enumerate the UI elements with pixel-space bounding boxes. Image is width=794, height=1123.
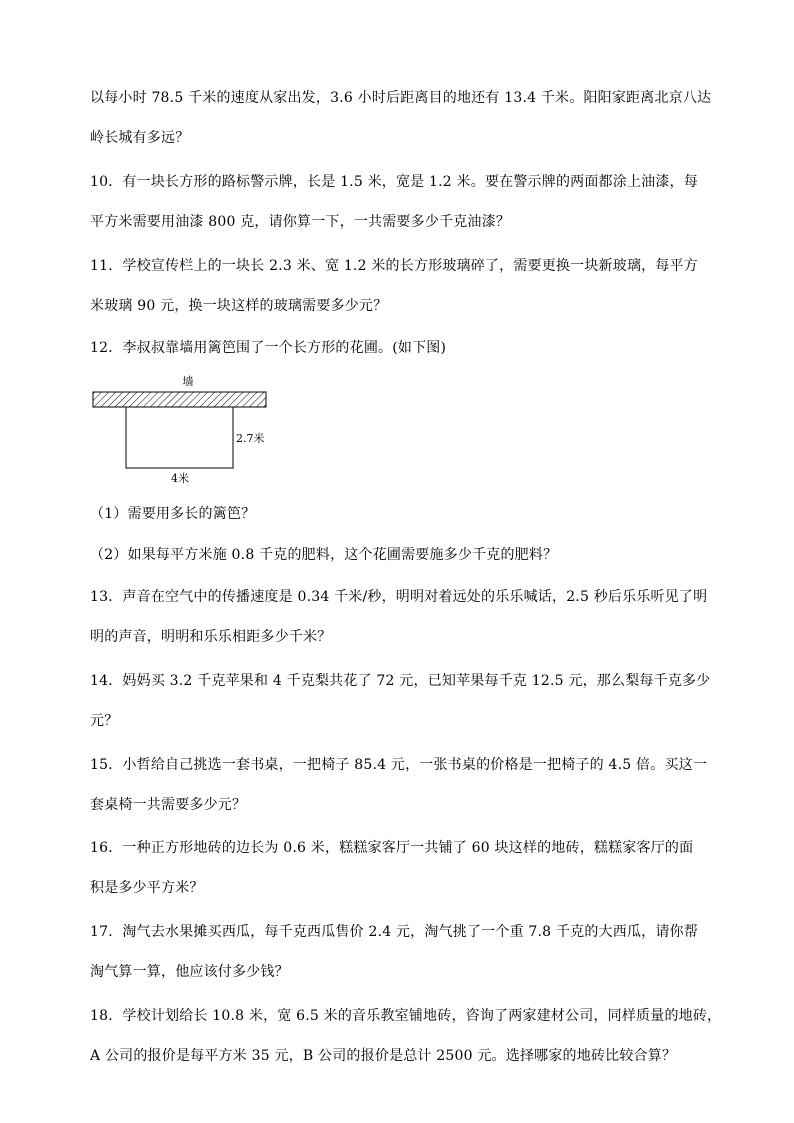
question-13-line-2: 明的声音，明明和乐乐相距多少千米？ <box>90 629 332 645</box>
question-12-sub-1: （1）需要用多长的篱笆？ <box>90 506 256 522</box>
question-13-line-1: 13．声音在空气中的传播速度是 0.34 千米/秒，明明对着远处的乐乐喊话，2.5 秒后乐乐听见了明 <box>90 589 708 605</box>
question-14-line-2: 元？ <box>90 713 119 729</box>
wall-label: 墙 <box>182 375 194 388</box>
question-16-line-1: 16．一种正方形地砖的边长为 0.6 米，糕糕家客厅一共铺了 60 块这样的地砖，糕糕家客厅的面 <box>90 840 694 856</box>
question-15-line-2: 套桌椅一共需要多少元？ <box>90 797 247 813</box>
garden-diagram <box>88 370 288 490</box>
question-18-line-2: A 公司的报价是每平方米 35 元，B 公司的报价是总计 2500 元。选择哪家的地砖比较合算？ <box>90 1048 677 1064</box>
question-18-line-1: 18．学校计划给长 10.8 米，宽 6.5 米的音乐教室铺地砖，咨询了两家建材公司，同样质量的地砖， <box>90 1008 722 1024</box>
fence-outline <box>126 407 233 468</box>
height-label: 2.7米 <box>236 432 265 445</box>
question-15-line-1: 15．小哲给自己挑选一套书桌，一把椅子 85.4 元，一张书桌的价格是一把椅子的 4.5 倍。买这一 <box>90 757 708 773</box>
text-line-q9-cont-1: 以每小时 78.5 千米的速度从家出发，3.6 小时后距离目的地还有 13.4 千米。阳阳家距离北京八达 <box>90 90 712 106</box>
wall-bar <box>93 392 266 407</box>
question-17-line-1: 17．淘气去水果摊买西瓜，每千克西瓜售价 2.4 元，淘气挑了一个重 7.8 千克的大西瓜，请你帮 <box>90 924 698 940</box>
question-10-line-2: 平方米需要用油漆 800 克，请你算一下，一共需要多少千克油漆？ <box>90 214 511 230</box>
question-10-line-1: 10．有一块长方形的路标警示牌，长是 1.5 米，宽是 1.2 米。要在警示牌的两面都涂上油漆，每 <box>90 174 698 190</box>
text-line-q9-cont-2: 岭长城有多远？ <box>90 130 190 146</box>
question-17-line-2: 淘气算一算，他应该付多少钱？ <box>90 964 289 980</box>
width-label: 4米 <box>171 472 189 485</box>
question-14-line-1: 14．妈妈买 3.2 千克苹果和 4 千克梨共花了 72 元，已知苹果每千克 12.5 元，那么梨每千克多少 <box>90 673 711 689</box>
question-12-line-1: 12．李叔叔靠墙用篱笆围了一个长方形的花圃。(如下图) <box>90 340 447 356</box>
question-16-line-2: 积是多少平方米？ <box>90 880 204 896</box>
question-12-sub-2: （2）如果每平方米施 0.8 千克的肥料，这个花圃需要施多少千克的肥料？ <box>90 547 558 563</box>
question-11-line-1: 11．学校宣传栏上的一块长 2.3 米、宽 1.2 米的长方形玻璃碎了，需要更换一块新玻璃，每平方 <box>90 258 698 274</box>
question-11-line-2: 米玻璃 90 元，换一块这样的玻璃需要多少元？ <box>90 298 388 314</box>
